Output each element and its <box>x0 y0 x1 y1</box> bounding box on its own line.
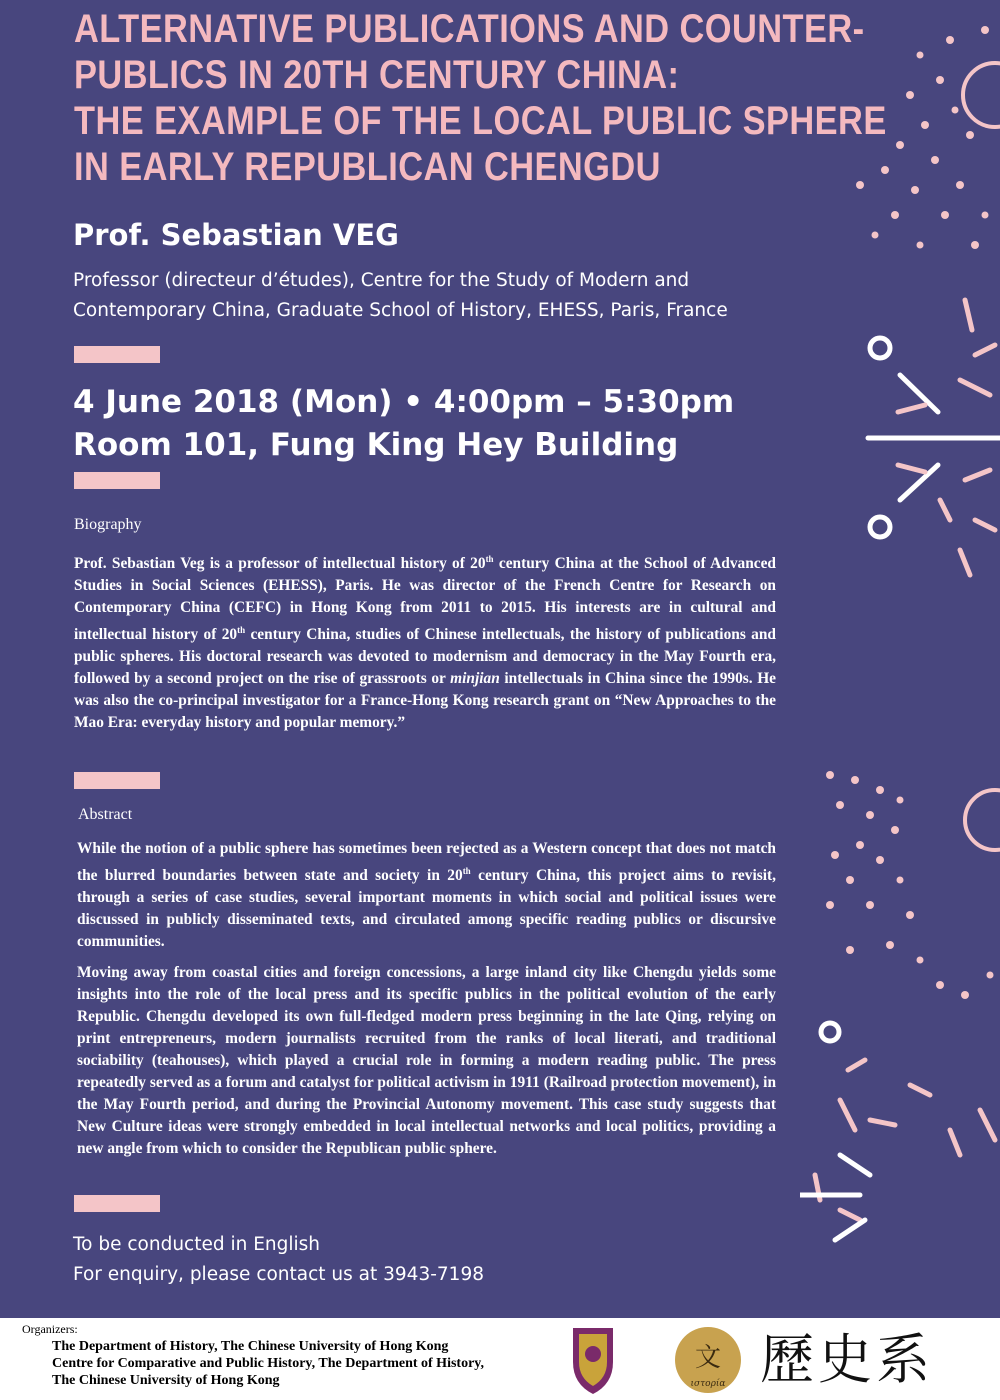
title-line: THE EXAMPLE OF THE LOCAL PUBLIC SPHERE <box>74 99 887 143</box>
bio-sup: th <box>237 625 246 636</box>
decor-dot <box>981 26 989 34</box>
affiliation-line: Professor (directeur d’études), Centre for the Study of Modern and <box>73 270 690 291</box>
title-line: PUBLICS IN 20TH CENTURY CHINA: <box>74 53 680 97</box>
organizers-label: Organizers: <box>22 1322 78 1336</box>
bio-text: intellectuals in China since the 1990s. He was also the co-principal investigator for a France-Hong Kong research grant on “New Approaches to the Mao Era: everyday history and popular memory.” <box>74 670 776 732</box>
venue: Room 101, Fung King Hey Building <box>73 427 679 463</box>
title-line: ALTERNATIVE PUBLICATIONS AND COUNTER- <box>74 7 865 51</box>
istoria-logo-icon <box>675 1327 741 1393</box>
event-datetime <box>73 381 734 467</box>
divider-bar <box>74 472 160 489</box>
svg-text:ιστορία: ιστορία <box>690 1379 726 1389</box>
biography-text <box>74 548 776 734</box>
organizer-line: Centre for Comparative and Public History, The Department of History, <box>52 1356 485 1371</box>
organizer-logos <box>565 1322 755 1400</box>
speaker-affiliation <box>73 266 803 326</box>
bio-text: Prof. Sebastian Veg is a professor of intellectual history of 20 <box>74 555 486 573</box>
bio-text: century China at the School of Advanced Studies in Social Sciences (EHESS), Paris. He was director of the French Centre for Research on Contemporary China (CEFC) in Hong Kong from 2011 to 2015. His interests are in cultural and intellectual history of 20 <box>74 555 776 644</box>
title-line: IN EARLY REPUBLICAN CHENGDU <box>74 145 661 189</box>
svg-text:文: 文 <box>694 1343 722 1373</box>
event-notes <box>73 1230 484 1290</box>
firework-decoration <box>800 0 1000 1318</box>
abstract-paragraph <box>77 838 776 953</box>
history-dept-calligraphy: 歷史系 <box>760 1328 934 1391</box>
date-time: 4 June 2018 (Mon) • 4:00pm – 5:30pm <box>73 384 735 420</box>
enquiry-contact: For enquiry, please contact us at 3943-7198 <box>73 1264 484 1285</box>
bio-italic: minjian <box>450 670 500 688</box>
biography-heading: Biography <box>74 516 142 533</box>
divider-bar <box>74 1195 160 1212</box>
abstract-text-run: century China, this project aims to revisit, through a series of case studies, several important moments in which social and political issues were discussed in publicly disseminated texts, and circulated among specific reading publics or discursive communities. <box>77 867 776 951</box>
affiliation-line: Contemporary China, Graduate School of History, EHESS, Paris, France <box>73 300 728 321</box>
abstract-paragraph: Moving away from coastal cities and foreign concessions, a large inland city like Chengdu yields some insights into the role of the local press and its specific publics in the political evolution of the early Republic. Chengdu developed its own full-fledged modern press beginning in the late Qing, relying on print entrepreneurs, modern journalists recruited from the ranks of local literati, and traditional sociability (teahouses), which played a crucial role in forming a modern reading public. The press repeatedly served as a forum and catalyst for political activism in 1911 (Railroad protection movement), in the May Fourth period, and during the Provincial Autonomy movement. This case study suggests that New Culture ideas were strongly embedded in local intellectual networks and local politics, providing a new angle from which to consider the Republican public sphere. <box>77 964 776 1158</box>
cuhk-crest-icon <box>573 1328 613 1394</box>
abstract-sup: th <box>462 866 471 876</box>
speaker-name: Prof. Sebastian VEG <box>73 218 399 252</box>
organizers-list <box>52 1338 484 1389</box>
abstract-text <box>77 838 776 1169</box>
abstract-text-run: While the notion of a public sphere has sometimes been rejected as a Western concept that does not match the blurred boundaries between state and society in 20 <box>77 840 776 885</box>
language-note: To be conducted in English <box>73 1234 321 1255</box>
event-title <box>74 6 887 190</box>
abstract-heading: Abstract <box>78 806 133 823</box>
divider-bar <box>74 346 160 363</box>
organizer-line: The Department of History, The Chinese University of Hong Kong <box>52 1339 449 1354</box>
organizer-line: The Chinese University of Hong Kong <box>52 1373 280 1388</box>
bio-sup: th <box>485 554 494 564</box>
bio-text: century China, studies of Chinese intellectuals, the history of publications and public spheres. His doctoral research was devoted to modernism and democracy in the May Fourth era, followed by a second project on the rise of grassroots or <box>74 626 776 688</box>
divider-bar <box>74 772 160 789</box>
